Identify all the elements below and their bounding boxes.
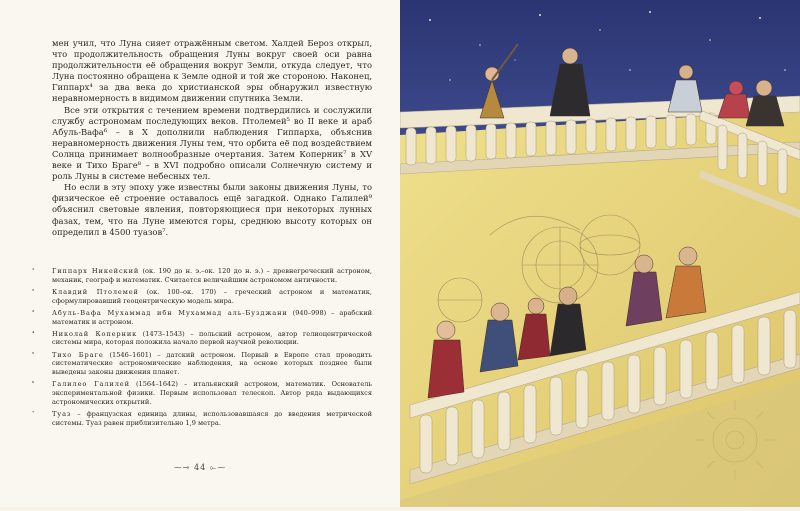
- footnote-text: (1564–1642) – итальянский астроном, математик. Основатель экспериментальной физики. Первым использовал телескоп. Автор ряда выдающихся астрономических открытий.: [52, 380, 372, 406]
- footnote-number: ¹: [32, 268, 35, 274]
- footnote-5: [32, 350, 372, 377]
- body-text: [52, 38, 372, 238]
- footnote-number: ⁷: [32, 410, 35, 417]
- ornament-left-icon: ⁓⊸: [173, 463, 195, 472]
- illustration-astronomers-on-staircase: [400, 0, 800, 507]
- footnote-name: Николай Коперник: [52, 329, 138, 338]
- footnote-3: [32, 308, 372, 326]
- footnote-text: (ок. 190 до н. э.–ок. 120 до н. э.) – древнегреческий астроном, механик, географ и математик. Считается величайшим астрономом античности.: [52, 267, 373, 284]
- paragraph-2: Все эти открытия с течением времени подтвердились и сослужили службу астрономам последующих веков. Птолемей⁵ во II веке и араб Абуль-Вафа⁶ – в X дополнили наблюдения Гиппарха, объяснив неравномерность движения Луны тем, что орбита её под воздействием Солнца принимает волнообразные очертания. Затем Коперник⁷ в XV веке и Тихо Браге⁸ – в XVI подробно описали Солнечную систему и роль Луны в системе небесных тел.: [52, 104, 372, 182]
- ornament-right-icon: ⟜⁓: [206, 463, 227, 472]
- footnote-1: [32, 267, 373, 284]
- footnote-text: (1546–1601) – датский астроном. Первый в Европе стал проводить систематические астрономические наблюдения, на основе которых позднее были выведены законы движения планет.: [52, 350, 372, 377]
- paragraph-3: Но если в эту эпоху уже известны были законы движения Луны, то физическое её строение оставалось ещё загадкой. Однако Галилей⁹ объяснил световые явления, повторяющиеся при некоторых лунных фазах, тем, что на Луне имеются горы, среднюю высоту которых он определил в 4500 туазов⁷.: [52, 182, 372, 237]
- footnote-name: Туаз: [52, 409, 72, 418]
- page-number: [0, 463, 400, 473]
- text-page: [0, 0, 400, 507]
- footnote-number: ²: [32, 288, 35, 295]
- figure-red-coat: [428, 340, 464, 398]
- illustration-svg: [400, 0, 800, 507]
- footnote-text: – французская единица длины, использовавшаяся до введения метрической системы. Туаз равен приблизительно 1,9 метра.: [52, 409, 372, 427]
- footnote-text: (1473–1543) – польский астроном, автор гелиоцентрической системы мира, которая положила начало первой научной революции.: [52, 329, 372, 347]
- footnote-4: [32, 329, 372, 347]
- footnote-text: (ок. 100–ок. 170) – греческий астроном и математик, сформулировавший геоцентрическую модель мира.: [52, 287, 372, 305]
- footnote-number: ⁶: [32, 381, 35, 388]
- footnote-number: ⁵: [32, 351, 35, 358]
- footnote-number: ⁴: [32, 330, 35, 337]
- footnote-name: Клавдий Птолемей: [52, 287, 139, 296]
- footnote-name: Тихо Браге: [52, 350, 104, 359]
- footnote-text: (940–998) – арабский математик и астроном.: [52, 308, 372, 326]
- footnote-7: [32, 409, 372, 427]
- footnote-number: ³: [32, 309, 35, 316]
- footnotes: [32, 267, 373, 431]
- paragraph-1: мен учил, что Луна сияет отражённым светом. Халдей Бероз открыл, что продолжительность обращения Луны вокруг своей оси равна продолжительности её обращения вокруг Земли, откуда следует, что Луна постоянно обращена к Земле одной и той же стороною. Наконец, Гиппарх⁴ за два века до христианской эры обнаружил известную неравномерность в видимом движении спутника Земли.: [52, 38, 372, 104]
- page-number-value: 44: [194, 463, 207, 472]
- footnote-name: Гиппарх Никейский: [52, 267, 140, 275]
- footnote-name: Абуль-Вафа Мухаммад ибн Мухаммад аль-Бузджани: [52, 308, 288, 317]
- footnote-2: [32, 287, 372, 305]
- footnote-6: [32, 380, 372, 406]
- footnote-name: Галилео Галилей: [52, 380, 130, 389]
